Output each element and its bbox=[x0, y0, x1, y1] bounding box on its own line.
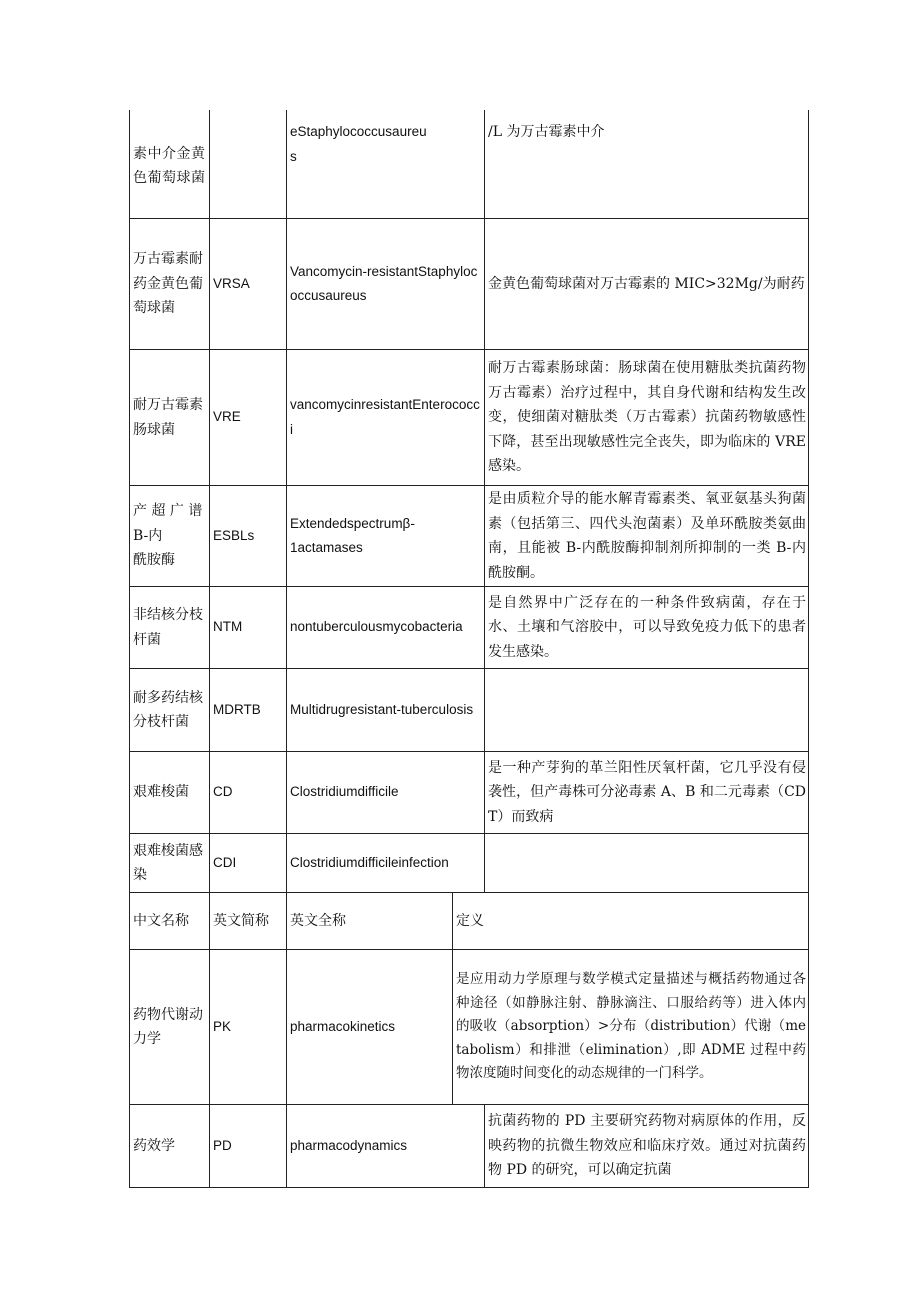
row-2-english-full-name: Vancomycin-resistantStaphylococcusaureus bbox=[290, 263, 478, 303]
row-2-abbreviation: VRSA bbox=[213, 275, 250, 291]
row-pd-chinese-name: 药效学 bbox=[133, 1137, 175, 1154]
row-pk-chinese-name: 药物代谢动力学 bbox=[133, 1006, 203, 1047]
row-pk-abbreviation: PK bbox=[213, 1018, 232, 1034]
header-abbreviation: 英文简称 bbox=[213, 912, 269, 929]
row-2-chinese-name: 万古霉素耐药金黄色葡萄球菌 bbox=[133, 251, 203, 317]
row-8-definition bbox=[485, 834, 808, 892]
row-7-definition: 是一种产芽狗的革兰阳性厌氧杆菌，它几乎没有侵袭性，但产毒株可分泌毒素 A、B 和二元毒素（CDT）而致病 bbox=[488, 759, 806, 825]
row-2-definition: 金黄色葡萄球菌对万古霉素的 MIC>32Mg/为耐药 bbox=[488, 275, 805, 292]
row-8-english-full-name: Clostridiumdifficileinfection bbox=[290, 854, 449, 870]
row-3-abbreviation: VRE bbox=[213, 409, 241, 425]
row-3-english-full-name: vancomycinresistantEnterococci bbox=[290, 397, 480, 437]
row-6-abbreviation: MDRTB bbox=[213, 701, 261, 717]
row-8-chinese-name: 艰难梭菌感染 bbox=[133, 842, 203, 883]
row-5-definition: 是自然界中广泛存在的一种条件致病菌，存在于水、土壤和气溶胶中，可以导致免疫力低下的患者发生感染。 bbox=[488, 594, 806, 660]
row-1-english-full-name: eStaphylococcusaureu s bbox=[290, 124, 427, 164]
row-4-abbreviation: ESBLs bbox=[213, 527, 255, 543]
header-chinese-name: 中文名称 bbox=[133, 912, 189, 929]
row-5-chinese-name: 非结核分枝杆菌 bbox=[133, 607, 203, 648]
row-4-english-full-name: Extendedspectrumβ- 1actamases bbox=[290, 515, 415, 555]
row-3-definition: 耐万古霉素肠球菌：肠球菌在使用糖肽类抗菌药物万古霉素）治疗过程中，其自身代谢和结构发生改变，使细菌对糖肽类（万古霉素）抗菌药物敏感性下降，甚至出现敏感性完全丧失，即为临床的 VRE 感染。 bbox=[488, 360, 806, 475]
row-7-english-full-name: Clostridiumdifficile bbox=[290, 784, 399, 800]
row-1-definition: /L 为万古霉素中介 bbox=[488, 124, 605, 140]
row-pd-abbreviation: PD bbox=[213, 1137, 232, 1153]
row-4-chinese-name: 产 超 广 谱 B-内 酰胺酶 bbox=[133, 503, 203, 569]
header-english-full-name: 英文全称 bbox=[290, 912, 346, 929]
row-6-chinese-name: 耐多药结核分枝杆菌 bbox=[133, 689, 203, 730]
row-1-chinese-name: 素中介金黄 色葡萄球菌 bbox=[133, 145, 206, 186]
header-definition: 定义 bbox=[456, 912, 484, 929]
row-pd-definition: 抗菌药物的 PD 主要研究药物对病原体的作用，反映药物的抗微生物效应和临床疗效。通过对抗菌药物 PD 的研究，可以确定抗菌 bbox=[488, 1113, 806, 1179]
row-5-abbreviation: NTM bbox=[213, 619, 243, 635]
row-7-abbreviation: CD bbox=[213, 784, 233, 800]
row-pk-english-full-name: pharmacokinetics bbox=[290, 1018, 396, 1034]
row-pk-definition: 是应用动力学原理与数学模式定量描述与概括药物通过各种途径（如静脉注射、静脉滴注、口服给药等）进入体内的吸收（absorption）>分布（distribution）代谢（metabolism）和排泄（elimination）,即 ADME 过程中药物浓度随时间变化的动态规律的一门科学。 bbox=[456, 971, 806, 1082]
row-4-definition: 是由质粒介导的能水解青霉素类、氧亚氨基头狗菌素（包括第三、四代头泡菌素）及单环酰胺类氨曲南，且能被 B-内酰胺酶抑制剂所抑制的一类 B-内酰胺酮。 bbox=[488, 491, 806, 581]
row-6-definition bbox=[485, 669, 808, 751]
row-7-chinese-name: 艰难梭菌 bbox=[133, 784, 189, 801]
row-8-abbreviation: CDI bbox=[213, 854, 237, 870]
row-pd-english-full-name: pharmacodynamics bbox=[290, 1137, 408, 1153]
row-6-english-full-name: Multidrugresistant-tuberculosis bbox=[290, 701, 474, 717]
row-3-chinese-name: 耐万古霉素肠球菌 bbox=[133, 397, 203, 438]
row-5-english-full-name: nontuberculousmycobacteria bbox=[290, 619, 463, 635]
